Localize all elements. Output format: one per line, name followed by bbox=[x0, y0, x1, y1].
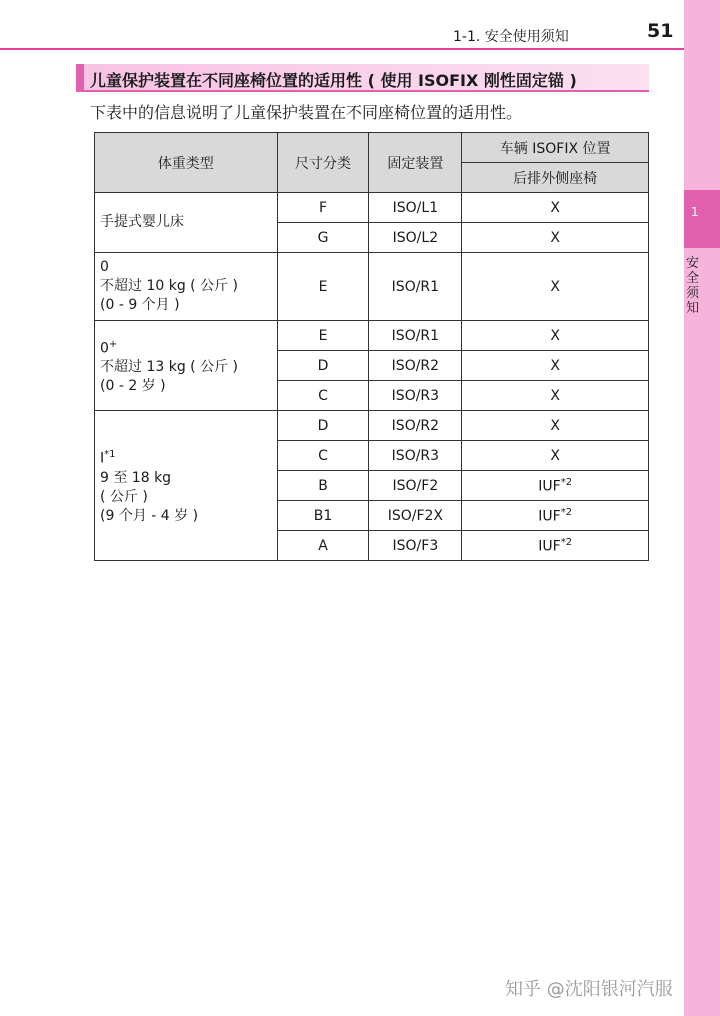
suitability-value: X bbox=[550, 417, 560, 434]
suitability-cell bbox=[462, 223, 649, 253]
weight-class-line: 9 至 18 kg bbox=[100, 469, 172, 486]
side-tab-title: 安全须知 bbox=[686, 256, 700, 316]
header-weight: 体重类型 bbox=[95, 133, 278, 193]
suitability-value: X bbox=[550, 229, 560, 246]
suitability-value: X bbox=[550, 387, 560, 404]
weight-class-cell bbox=[95, 193, 278, 253]
fixture-cell: ISO/R1 bbox=[369, 321, 462, 351]
weight-class-first-line bbox=[100, 445, 277, 469]
suitability-cell bbox=[462, 411, 649, 441]
fixture-cell: ISO/F3 bbox=[369, 531, 462, 561]
section-label: 1-1. 安全使用须知 bbox=[453, 29, 569, 45]
suitability-cell bbox=[462, 441, 649, 471]
side-tab-number: 1 bbox=[691, 205, 699, 219]
watermark bbox=[505, 976, 685, 1000]
heading-accent bbox=[76, 64, 84, 92]
suitability-cell bbox=[462, 253, 649, 321]
header-rule bbox=[0, 48, 684, 50]
size-cell: C bbox=[277, 381, 369, 411]
suitability-value: X bbox=[550, 447, 560, 464]
weight-class-line: (0 - 2 岁 ) bbox=[100, 378, 166, 395]
suitability-cell bbox=[462, 501, 649, 531]
header-fixture: 固定装置 bbox=[369, 133, 462, 193]
weight-class-line: ( 公斤 ) bbox=[100, 488, 148, 505]
weight-class-line: 手提式婴儿床 bbox=[100, 214, 184, 230]
suitability-value: X bbox=[550, 199, 560, 216]
fixture-cell: ISO/F2X bbox=[369, 501, 462, 531]
weight-class-line: (0 - 9 个月 ) bbox=[100, 297, 180, 313]
weight-class-line: (9 个月 - 4 岁 ) bbox=[100, 507, 199, 524]
size-cell: B bbox=[277, 471, 369, 501]
footnote-mark: + bbox=[108, 338, 118, 350]
suitability-value: IUF bbox=[538, 508, 561, 525]
suitability-cell bbox=[462, 381, 649, 411]
suitability-value: X bbox=[550, 327, 560, 344]
suitability-value: IUF bbox=[538, 538, 561, 555]
footnote-mark: *2 bbox=[560, 476, 573, 488]
size-cell: E bbox=[277, 253, 369, 321]
weight-class-line: 0 bbox=[100, 259, 109, 275]
header-position-sub: 后排外侧座椅 bbox=[462, 163, 649, 193]
fixture-cell: ISO/L2 bbox=[369, 223, 462, 253]
side-strip bbox=[684, 0, 720, 1016]
table-body bbox=[95, 133, 649, 561]
table-row bbox=[95, 411, 649, 441]
header-position: 车辆 ISOFIX 位置 bbox=[462, 133, 649, 163]
weight-class-cell bbox=[95, 321, 278, 411]
fixture-cell: ISO/L1 bbox=[369, 193, 462, 223]
fixture-cell: ISO/R2 bbox=[369, 351, 462, 381]
size-cell: C bbox=[277, 441, 369, 471]
fixture-cell: ISO/R3 bbox=[369, 381, 462, 411]
suitability-cell bbox=[462, 193, 649, 223]
weight-class-first-line bbox=[100, 335, 277, 359]
fixture-cell: ISO/R1 bbox=[369, 253, 462, 321]
section-heading: 儿童保护装置在不同座椅位置的适用性 ( 使用 ISOFIX 刚性固定锚 ) bbox=[90, 71, 577, 90]
table-row bbox=[95, 321, 649, 351]
suitability-cell bbox=[462, 471, 649, 501]
table-row bbox=[95, 253, 649, 321]
watermark-text: 知乎 @沈阳银河汽服 bbox=[505, 979, 673, 1000]
suitability-cell bbox=[462, 321, 649, 351]
weight-class-line: 0 bbox=[100, 340, 109, 357]
suitability-value: IUF bbox=[538, 478, 561, 495]
suitability-value: X bbox=[550, 357, 560, 374]
size-cell: D bbox=[277, 411, 369, 441]
weight-class-line: 不超过 10 kg ( 公斤 ) bbox=[100, 278, 238, 294]
size-cell: F bbox=[277, 193, 369, 223]
table-row bbox=[95, 193, 649, 223]
size-cell: B1 bbox=[277, 501, 369, 531]
page-number: 51 bbox=[647, 20, 674, 42]
fixture-cell: ISO/R2 bbox=[369, 411, 462, 441]
weight-class-line: I bbox=[100, 450, 105, 467]
footnote-mark: *2 bbox=[560, 536, 573, 548]
suitability-cell bbox=[462, 351, 649, 381]
size-cell: G bbox=[277, 223, 369, 253]
side-tab bbox=[684, 190, 720, 248]
header-size: 尺寸分类 bbox=[277, 133, 369, 193]
suitability-value: X bbox=[550, 278, 560, 295]
footnote-mark: *1 bbox=[104, 449, 116, 461]
intro-text: 下表中的信息说明了儿童保护装置在不同座椅位置的适用性。 bbox=[90, 103, 523, 122]
size-cell: E bbox=[277, 321, 369, 351]
size-cell: A bbox=[277, 531, 369, 561]
size-cell: D bbox=[277, 351, 369, 381]
weight-class-cell bbox=[95, 411, 278, 561]
footnote-mark: *2 bbox=[560, 506, 573, 518]
weight-class-cell bbox=[95, 253, 278, 321]
weight-class-line: 不超过 13 kg ( 公斤 ) bbox=[100, 359, 238, 376]
fixture-cell: ISO/F2 bbox=[369, 471, 462, 501]
suitability-cell bbox=[462, 531, 649, 561]
isofix-suitability-table bbox=[94, 132, 649, 561]
fixture-cell: ISO/R3 bbox=[369, 441, 462, 471]
